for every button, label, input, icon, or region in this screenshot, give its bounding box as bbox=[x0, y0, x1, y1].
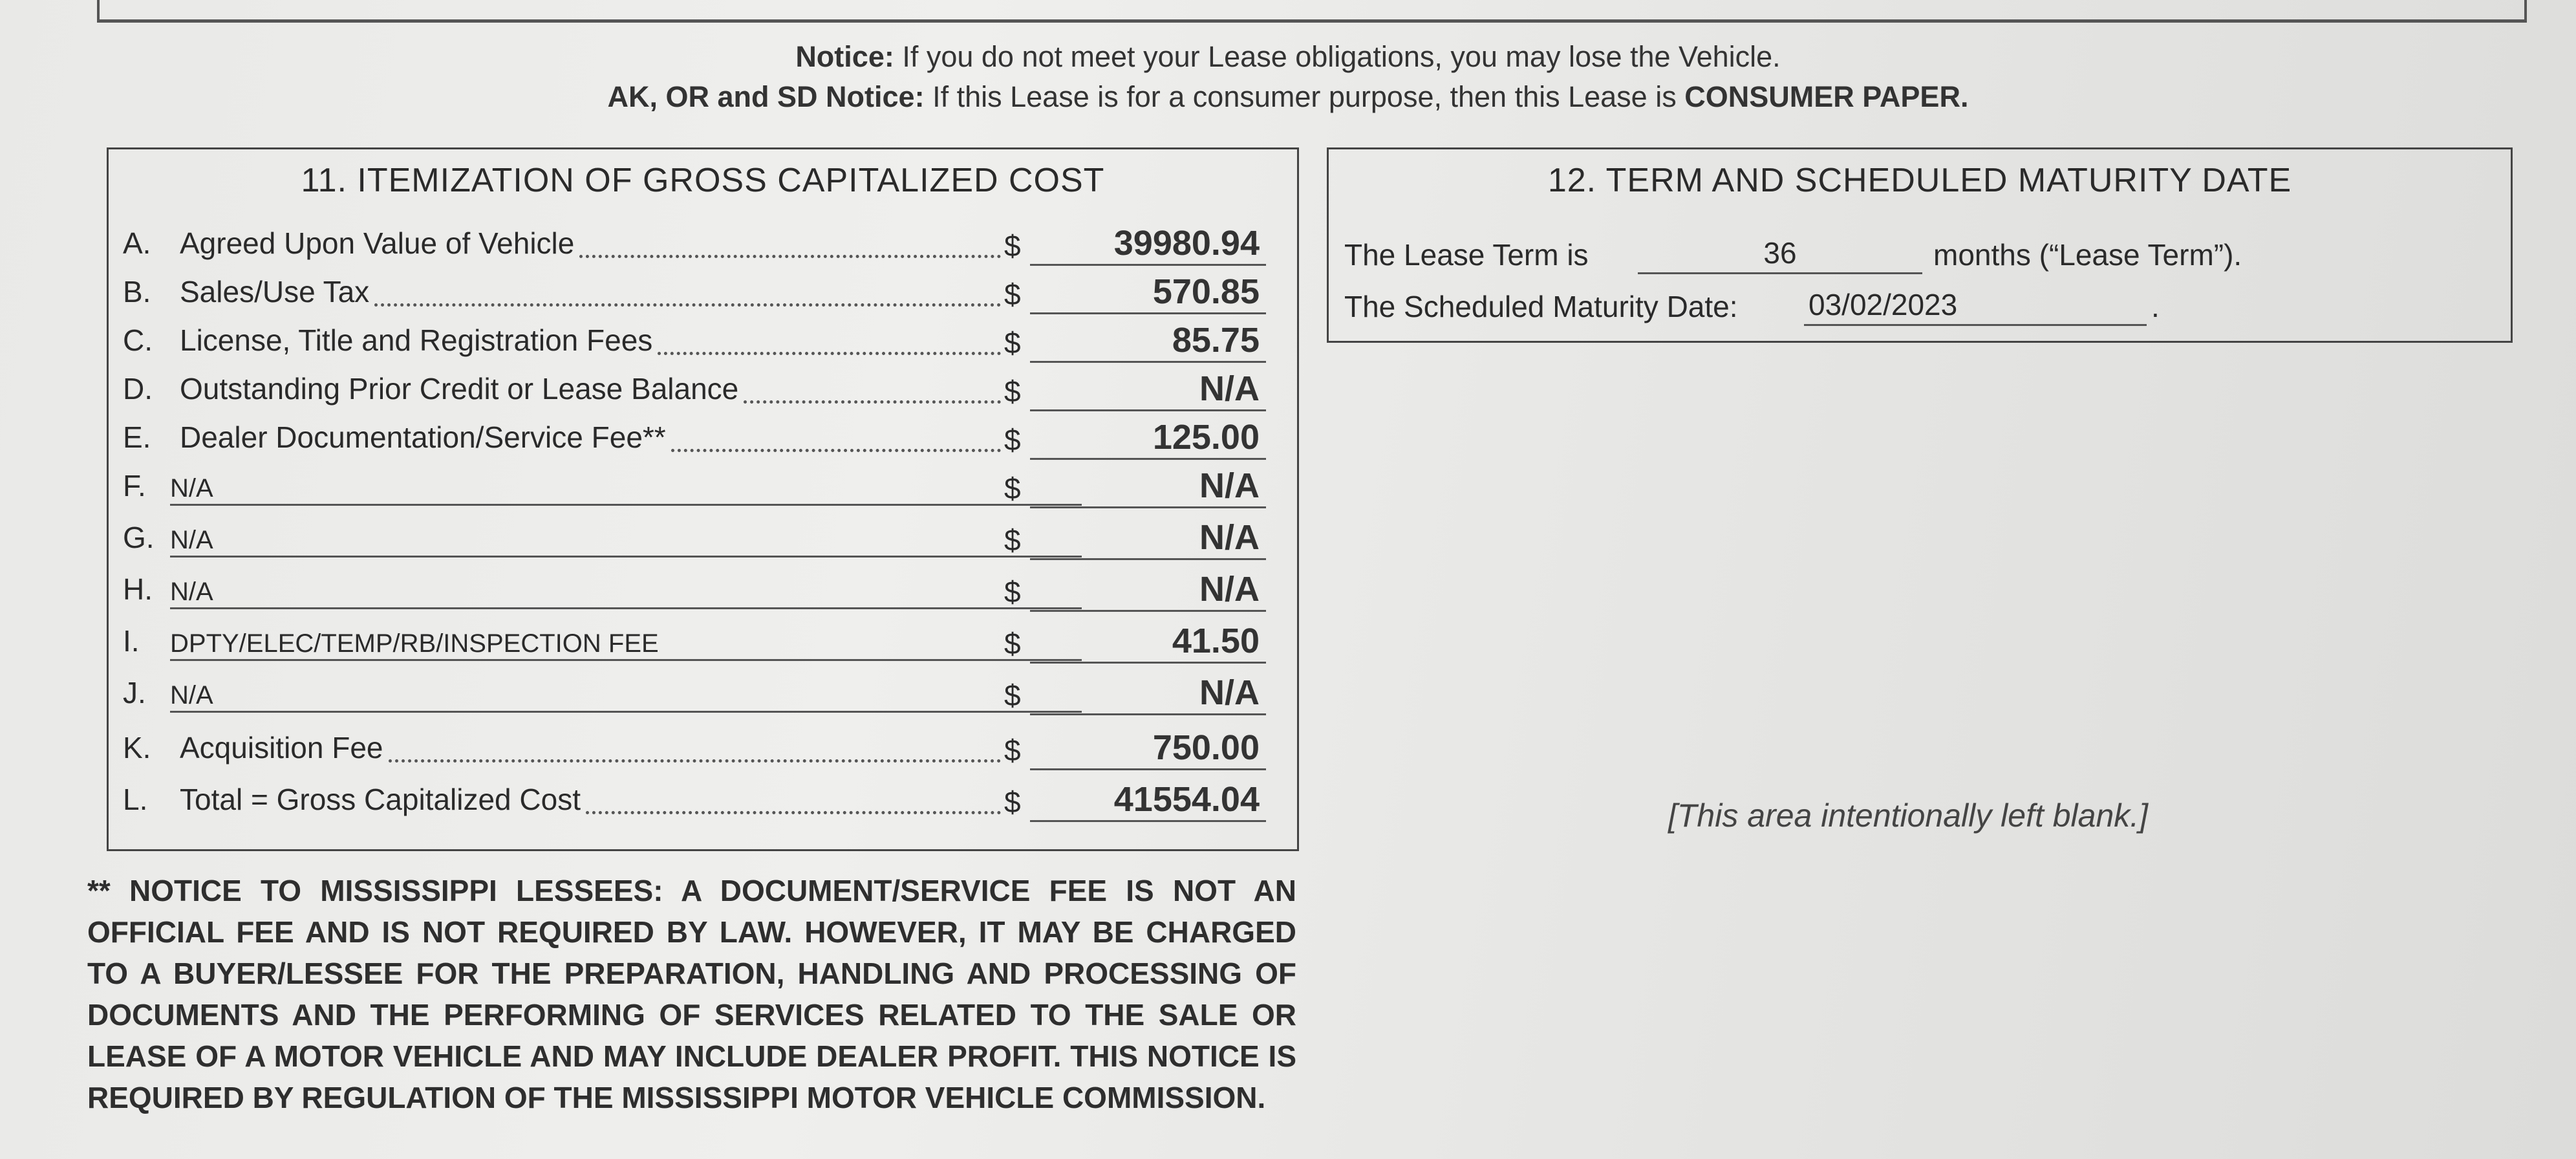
lease-term-suffix: months (“Lease Term”). bbox=[1933, 238, 2242, 272]
row-letter: L. bbox=[123, 783, 148, 816]
row-amount: 41554.04 bbox=[1113, 780, 1260, 819]
row-leader-dots bbox=[671, 449, 1001, 452]
itemization-row bbox=[109, 622, 1305, 672]
row-letter: I. bbox=[123, 624, 140, 658]
row-leader-dots bbox=[389, 759, 1001, 763]
lease-term-value: 36 bbox=[1763, 236, 1797, 270]
itemization-row bbox=[109, 272, 1305, 323]
row-letter: G. bbox=[123, 521, 155, 554]
itemization-row bbox=[109, 518, 1305, 569]
amount-underline bbox=[1030, 361, 1266, 363]
currency-symbol: $ bbox=[1004, 733, 1021, 767]
currency-symbol: $ bbox=[1004, 229, 1021, 263]
itemization-row bbox=[109, 369, 1305, 420]
amount-underline bbox=[1030, 662, 1266, 664]
amount-underline bbox=[1030, 820, 1266, 822]
row-letter: D. bbox=[123, 372, 153, 406]
row-letter: B. bbox=[123, 275, 151, 309]
row-leader-dots bbox=[579, 255, 1001, 258]
currency-symbol: $ bbox=[1004, 277, 1021, 311]
row-leader-dots bbox=[374, 303, 1001, 307]
row-leader-dots bbox=[586, 811, 1001, 814]
blank-area-note: [This area intentionally left blank.] bbox=[1668, 797, 2149, 834]
consumer-paper-label: CONSUMER PAPER. bbox=[1684, 80, 1969, 113]
notice-label: Notice: bbox=[795, 40, 894, 73]
row-label: Acquisition Fee bbox=[180, 731, 383, 764]
row-amount: 750.00 bbox=[1152, 728, 1260, 767]
term-section bbox=[1327, 147, 2513, 343]
row-letter: A. bbox=[123, 226, 151, 260]
amount-underline bbox=[1030, 458, 1266, 460]
currency-symbol: $ bbox=[1004, 678, 1021, 712]
currency-symbol: $ bbox=[1004, 374, 1021, 408]
row-label: N/A bbox=[170, 578, 213, 606]
row-letter: C. bbox=[123, 323, 153, 357]
amount-underline bbox=[1030, 713, 1266, 715]
row-label: Agreed Upon Value of Vehicle bbox=[180, 226, 575, 260]
row-amount: 570.85 bbox=[1152, 272, 1260, 311]
itemization-row bbox=[109, 466, 1305, 517]
lease-term-line bbox=[1344, 235, 1589, 274]
row-letter: J. bbox=[123, 676, 146, 709]
amount-underline bbox=[1030, 610, 1266, 612]
consumer-paper-notice bbox=[0, 78, 2576, 116]
amount-underline bbox=[1030, 409, 1266, 411]
row-amount: N/A bbox=[1199, 466, 1260, 505]
row-label: Total = Gross Capitalized Cost bbox=[180, 783, 581, 816]
itemization-row bbox=[109, 224, 1305, 274]
notice-text: If you do not meet your Lease obligations, you may lose the Vehicle. bbox=[902, 40, 1781, 73]
previous-section-border bbox=[97, 0, 2527, 23]
row-label: DPTY/ELEC/TEMP/RB/INSPECTION FEE bbox=[170, 629, 659, 658]
mississippi-lessee-notice: ** NOTICE TO MISSISSIPPI LESSEES: A DOCUMENT/SERVICE FEE IS NOT AN OFFICIAL FEE AND IS NOT REQUIRED BY LAW. HOWEVER, IT MAY BE CHARGED TO A BUYER/LESSEE FOR THE PREPARATION, HANDLING AND PROCESSING OF DOCUMENTS AND THE PERFORMING OF SERVICES RELATED TO THE SALE OR LEASE OF A MOTOR VEHICLE AND MAY INCLUDE DEALER PROFIT. THIS NOTICE IS REQUIRED BY REGULATION OF THE MISSISSIPPI MOTOR VEHICLE COMMISSION. bbox=[87, 874, 1296, 1114]
amount-underline bbox=[1030, 506, 1266, 508]
row-label: N/A bbox=[170, 681, 213, 709]
row-label: License, Title and Registration Fees bbox=[180, 323, 653, 357]
row-amount: 85.75 bbox=[1172, 321, 1260, 360]
currency-symbol: $ bbox=[1004, 575, 1021, 609]
row-fill-line bbox=[170, 711, 1082, 713]
row-amount: N/A bbox=[1199, 673, 1260, 712]
itemization-row bbox=[109, 780, 1305, 830]
row-amount: 125.00 bbox=[1152, 418, 1260, 457]
row-label: Sales/Use Tax bbox=[180, 275, 370, 309]
row-fill-line bbox=[170, 607, 1082, 609]
vehicle-loss-notice bbox=[0, 38, 2576, 76]
maturity-date-prefix: The Scheduled Maturity Date: bbox=[1344, 290, 1738, 323]
currency-symbol: $ bbox=[1004, 471, 1021, 505]
lease-term-prefix: The Lease Term is bbox=[1344, 238, 1589, 272]
row-fill-line bbox=[170, 504, 1082, 506]
row-leader-dots bbox=[744, 400, 1001, 404]
row-letter: H. bbox=[123, 572, 153, 606]
row-label: N/A bbox=[170, 474, 213, 503]
row-label: Outstanding Prior Credit or Lease Balance bbox=[180, 372, 739, 406]
row-amount: N/A bbox=[1199, 570, 1260, 609]
currency-symbol: $ bbox=[1004, 627, 1021, 660]
maturity-date-value: 03/02/2023 bbox=[1809, 288, 1958, 321]
row-fill-line bbox=[170, 556, 1082, 558]
currency-symbol: $ bbox=[1004, 785, 1021, 819]
row-amount: 39980.94 bbox=[1113, 224, 1260, 263]
itemization-title: 11. ITEMIZATION OF GROSS CAPITALIZED COST bbox=[301, 162, 1105, 199]
row-label: N/A bbox=[170, 526, 213, 554]
row-amount: N/A bbox=[1199, 369, 1260, 408]
row-label: Dealer Documentation/Service Fee** bbox=[180, 420, 666, 454]
itemization-row bbox=[109, 673, 1305, 724]
row-amount: N/A bbox=[1199, 518, 1260, 557]
amount-underline bbox=[1030, 312, 1266, 314]
ak-or-sd-notice-text: If this Lease is for a consumer purpose, then this Lease is bbox=[932, 80, 1677, 113]
row-fill-line bbox=[170, 659, 1082, 661]
amount-underline bbox=[1030, 558, 1266, 560]
itemization-row bbox=[109, 321, 1305, 371]
itemization-row bbox=[109, 418, 1305, 468]
term-title: 12. TERM AND SCHEDULED MATURITY DATE bbox=[1547, 162, 2292, 199]
itemization-section bbox=[107, 147, 1299, 851]
itemization-row bbox=[109, 728, 1305, 779]
row-leader-dots bbox=[658, 352, 1001, 355]
currency-symbol: $ bbox=[1004, 423, 1021, 457]
amount-underline bbox=[1030, 264, 1266, 266]
row-letter: F. bbox=[123, 469, 146, 503]
maturity-date-suffix: . bbox=[2151, 290, 2160, 323]
itemization-row bbox=[109, 570, 1305, 620]
lease-term-underline bbox=[1638, 272, 1922, 274]
currency-symbol: $ bbox=[1004, 523, 1021, 557]
row-letter: E. bbox=[123, 420, 151, 454]
amount-underline bbox=[1030, 768, 1266, 770]
row-letter: K. bbox=[123, 731, 151, 764]
currency-symbol: $ bbox=[1004, 326, 1021, 360]
ak-or-sd-notice-label: AK, OR and SD Notice: bbox=[607, 80, 925, 113]
maturity-date-underline bbox=[1804, 324, 2147, 326]
row-amount: 41.50 bbox=[1172, 622, 1260, 660]
